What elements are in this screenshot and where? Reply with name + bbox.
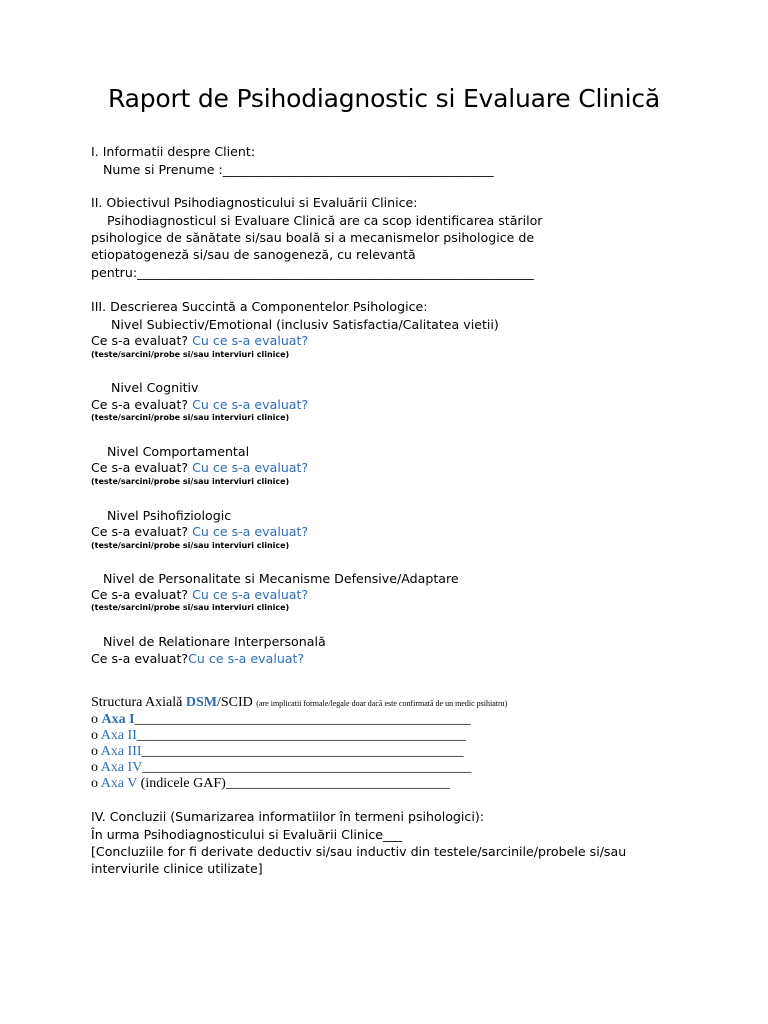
evaluation-method-link[interactable]: Cu ce s-a evaluat? — [192, 460, 309, 475]
bullet: o — [91, 744, 101, 759]
evaluation-method-link[interactable]: Cu ce s-a evaluat? — [192, 587, 309, 602]
conclusion-field[interactable]: În urma Psihodiagnosticului si Evaluării Clinice___ — [91, 827, 402, 842]
axis-label: Axa IV — [100, 760, 143, 775]
level-note: (teste/sarcini/probe si/sau interviuri clinice) — [91, 603, 290, 612]
level-note: (teste/sarcini/probe si/sau interviuri clinice) — [91, 350, 290, 359]
bullet: o — [91, 776, 101, 791]
evaluation-method-link[interactable]: Cu ce s-a evaluat? — [192, 397, 309, 412]
relevance-field[interactable]: pentru:_______________________________________________________________ — [91, 265, 534, 280]
question-text: Ce s-a evaluat? — [91, 651, 189, 666]
level-note: (teste/sarcini/probe si/sau interviuri clinice) — [91, 477, 290, 486]
bullet: o — [91, 712, 102, 727]
axis-field[interactable]: _______________________________________________ — [142, 760, 472, 775]
level-question — [91, 459, 308, 476]
evaluation-method-link[interactable]: Cu ce s-a evaluat? — [192, 524, 309, 539]
question-text: Ce s-a evaluat? — [91, 333, 193, 348]
axial-structure-heading — [91, 694, 507, 712]
axis-row[interactable] — [91, 759, 471, 776]
axis-row[interactable] — [91, 775, 450, 792]
axis-field[interactable]: ________________________________________________ — [134, 712, 471, 727]
question-text: Ce s-a evaluat? — [91, 397, 193, 412]
axis-label: Axa II — [100, 728, 137, 743]
level-question — [91, 586, 308, 603]
evaluation-method-link[interactable]: Cu ce s-a evaluat? — [188, 651, 305, 666]
section-2-heading: II. Obiectivul Psihodiagnosticului si Evaluării Clinice: — [91, 195, 418, 210]
client-name-field[interactable]: Nume si Prenume :___________________________________________ — [91, 162, 494, 177]
level-question — [91, 650, 304, 667]
axis-field[interactable]: _______________________________________________ — [136, 728, 466, 743]
axis-row[interactable] — [91, 743, 464, 760]
conclusion-note-line-1: [Concluziile for fi derivate deductiv si/sau inductiv din testele/sarcinile/probele si/sau — [91, 844, 627, 859]
level-label: Nivel Cognitiv — [91, 380, 199, 395]
scid-label: /SCID — [217, 695, 257, 710]
axis-row[interactable] — [91, 727, 466, 744]
objective-paragraph-line-2: psihologice de sănătate si/sau boală si a mecanismelor psihologice de — [91, 230, 535, 245]
question-text: Ce s-a evaluat? — [91, 524, 193, 539]
level-question — [91, 396, 308, 413]
level-label: Nivel Psihofiziologic — [91, 508, 232, 523]
section-3-heading: III. Descrierea Succintă a Componentelor Psihologice: — [91, 299, 428, 314]
level-label: Nivel Subiectiv/Emotional (inclusiv Satisfactia/Calitatea vietii) — [91, 317, 499, 332]
level-question — [91, 332, 308, 349]
axis-label: Axa III — [100, 744, 142, 759]
axial-note: (are implicatii formale/legale doar dacă este confirmată de un medic psihiatru) — [256, 699, 508, 708]
objective-paragraph-line-3: etiopatogeneză si/sau de sanogeneză, cu relevantă — [91, 247, 416, 262]
objective-paragraph-line-1: Psihodiagnosticul si Evaluare Clinică are ca scop identificarea stărilor — [91, 213, 543, 228]
question-text: Ce s-a evaluat? — [91, 587, 193, 602]
axis-field[interactable]: ______________________________________________ — [141, 744, 464, 759]
axis-label: Axa V — [100, 776, 138, 791]
level-label: Nivel Comportamental — [91, 444, 250, 459]
section-4-heading: IV. Concluzii (Sumarizarea informatiilor în termeni psihologici): — [91, 809, 484, 824]
bullet: o — [91, 760, 101, 775]
level-question — [91, 523, 308, 540]
page-title: Raport de Psihodiagnostic si Evaluare Clinică — [107, 84, 661, 113]
evaluation-method-link[interactable]: Cu ce s-a evaluat? — [192, 333, 309, 348]
axis-row[interactable] — [91, 711, 471, 728]
level-note: (teste/sarcini/probe si/sau interviuri clinice) — [91, 541, 290, 550]
axial-prefix: Structura Axială — [91, 695, 186, 710]
level-label: Nivel de Relationare Interpersonală — [91, 634, 326, 649]
conclusion-note-line-2: interviurile clinice utilizate] — [91, 861, 263, 876]
section-1-heading: I. Informatii despre Client: — [91, 144, 256, 159]
bullet: o — [91, 728, 101, 743]
dsm-label: DSM — [185, 695, 217, 710]
axis-label: Axa I — [101, 712, 135, 727]
axis-field[interactable]: (indicele GAF)________________________________ — [137, 776, 450, 791]
level-label: Nivel de Personalitate si Mecanisme Defensive/Adaptare — [91, 571, 459, 586]
level-note: (teste/sarcini/probe si/sau interviuri clinice) — [91, 413, 290, 422]
question-text: Ce s-a evaluat? — [91, 460, 193, 475]
